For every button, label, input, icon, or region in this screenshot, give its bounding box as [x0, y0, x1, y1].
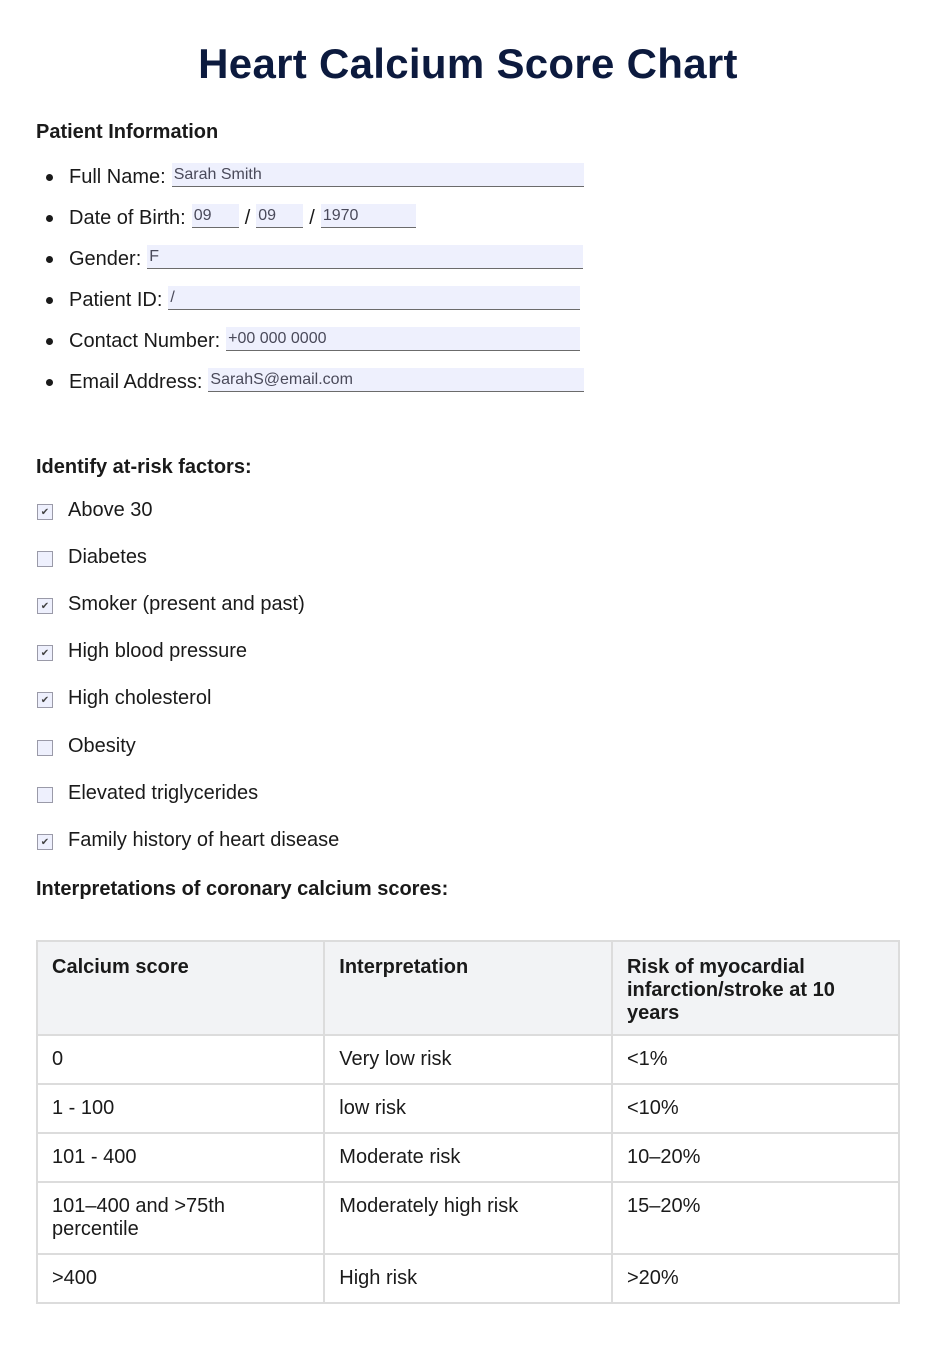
contact-label: Contact Number: [69, 329, 221, 352]
risk-factor-label: Family history of heart disease [68, 828, 340, 851]
interpretations-heading: Interpretations of coronary calcium scores: [36, 878, 449, 900]
risk-factor-label: High blood pressure [68, 639, 247, 662]
risk-factor-label: Smoker (present and past) [68, 592, 305, 615]
bullet [46, 297, 53, 304]
dob-separator: / [309, 206, 315, 229]
full-name-label: Full Name: [69, 165, 166, 188]
checked-checkbox[interactable] [37, 504, 53, 520]
table-cell: 0 [37, 1035, 324, 1084]
column-header-risk: Risk of myocardial infarction/stroke at 10 years [612, 941, 899, 1035]
contact-row [46, 326, 580, 356]
table-cell: 15–20% [612, 1182, 899, 1254]
checked-checkbox[interactable] [37, 834, 53, 850]
table-cell: low risk [324, 1084, 612, 1133]
unchecked-checkbox[interactable] [37, 551, 53, 567]
page-title: Heart Calcium Score Chart [198, 40, 738, 87]
risk-factor-label: Diabetes [68, 545, 147, 568]
risk-factors-heading: Identify at-risk factors: [36, 456, 252, 478]
table-cell: <10% [612, 1084, 899, 1133]
checked-checkbox[interactable] [37, 692, 53, 708]
email-row [46, 367, 584, 397]
contact-field[interactable]: +00 000 0000 [226, 327, 580, 351]
bullet [46, 256, 53, 263]
column-header-interpretation: Interpretation [324, 941, 612, 1035]
dob-month-field[interactable]: 09 [256, 204, 303, 228]
risk-factor-item [37, 684, 211, 712]
gender-label: Gender: [69, 247, 142, 270]
table-cell: 101–400 and >75th percentile [37, 1182, 324, 1254]
table-row [37, 1182, 899, 1254]
risk-factor-label: Above 30 [68, 498, 153, 521]
table-cell: >400 [37, 1254, 324, 1303]
table-row [37, 1254, 899, 1303]
patient-info-heading: Patient Information [36, 121, 219, 143]
checked-checkbox[interactable] [37, 645, 53, 661]
dob-day-field[interactable]: 09 [192, 204, 239, 228]
bullet [46, 379, 53, 386]
patient-id-row [46, 285, 580, 315]
dob-label: Date of Birth: [69, 206, 186, 229]
calcium-score-table [36, 940, 900, 1304]
table-row [37, 1084, 899, 1133]
risk-factor-item [37, 637, 247, 665]
full-name-row [46, 162, 584, 192]
email-label: Email Address: [69, 370, 203, 393]
risk-factor-label: Elevated triglycerides [68, 781, 259, 804]
risk-factor-item [37, 732, 136, 760]
checkmark-icon: ✔ [40, 694, 50, 706]
bullet [46, 174, 53, 181]
table-cell: >20% [612, 1254, 899, 1303]
table-row [37, 1133, 899, 1182]
table-cell: Very low risk [324, 1035, 612, 1084]
column-header-calcium-score: Calcium score [37, 941, 324, 1035]
risk-factor-item [37, 496, 153, 524]
risk-factor-item [37, 543, 147, 571]
gender-row [46, 244, 583, 274]
risk-factor-item [37, 779, 258, 807]
table-cell: 1 - 100 [37, 1084, 324, 1133]
checkmark-icon: ✔ [40, 506, 50, 518]
bullet [46, 215, 53, 222]
bullet [46, 338, 53, 345]
table-cell: 101 - 400 [37, 1133, 324, 1182]
gender-field[interactable]: F [147, 245, 583, 269]
checkmark-icon: ✔ [40, 600, 50, 612]
dob-year-field[interactable]: 1970 [321, 204, 416, 228]
checked-checkbox[interactable] [37, 598, 53, 614]
unchecked-checkbox[interactable] [37, 787, 53, 803]
full-name-field[interactable]: Sarah Smith [172, 163, 584, 187]
table-cell: Moderately high risk [324, 1182, 612, 1254]
table-cell: <1% [612, 1035, 899, 1084]
dob-row [46, 203, 416, 233]
checkmark-icon: ✔ [40, 836, 50, 848]
table-cell: High risk [324, 1254, 612, 1303]
patient-id-label: Patient ID: [69, 288, 163, 311]
table-row [37, 1035, 899, 1084]
risk-factor-label: High cholesterol [68, 686, 212, 709]
table-header-row [37, 941, 899, 1035]
email-field[interactable]: SarahS@email.com [208, 368, 584, 392]
table-cell: Moderate risk [324, 1133, 612, 1182]
table-cell: 10–20% [612, 1133, 899, 1182]
patient-id-field[interactable]: / [168, 286, 580, 310]
risk-factor-item [37, 826, 339, 854]
unchecked-checkbox[interactable] [37, 740, 53, 756]
risk-factor-item [37, 590, 305, 618]
checkmark-icon: ✔ [40, 647, 50, 659]
dob-separator: / [244, 206, 251, 229]
risk-factor-label: Obesity [68, 734, 136, 757]
